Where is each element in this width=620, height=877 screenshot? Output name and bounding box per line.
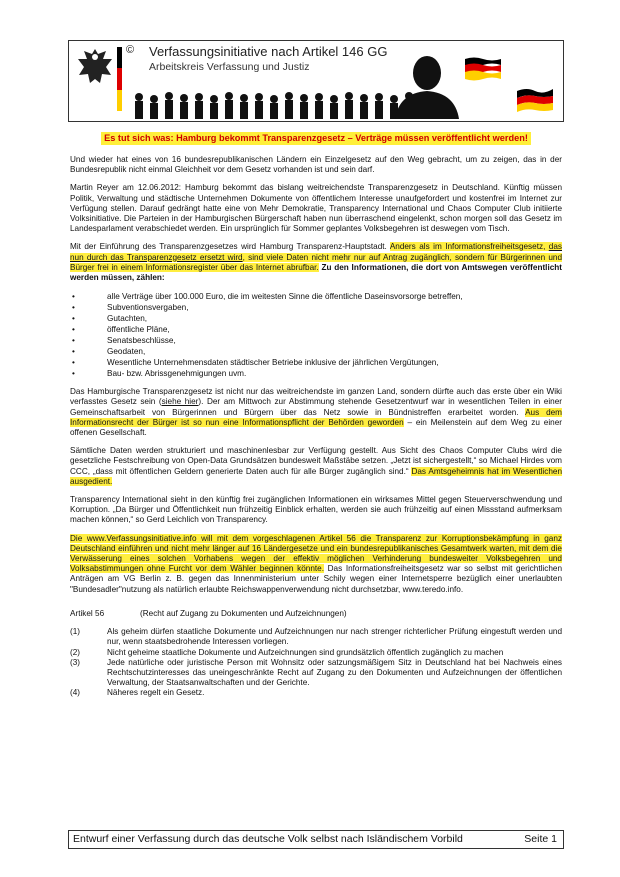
- article-title: (Recht auf Zugang zu Dokumenten und Aufzeichnungen): [140, 608, 347, 618]
- page-number: Seite 1: [524, 833, 557, 845]
- list-item: • öffentliche Pläne,: [70, 324, 562, 335]
- german-flag-icon: [464, 57, 502, 81]
- transparency-capital-paragraph: Mit der Einführung des Transparenzgesetzes wird Hamburg Transparenz-Hauptstadt. Anders als im Informationsfreiheitsgesetz, das nun durch das Transparenzgesetz ersetzt wird, sind viele Daten nicht mehr nur auf Antrag zugänglich, sondern für Bürgerinnen und Bürger frei in einem Informationsregister über das Internet abrufbar. Zu den Informationen, die dort von Amtswegen veröffentlicht werden müssen, zählen:: [70, 242, 563, 283]
- reyer-paragraph: Martin Reyer am 12.06.2012: Hamburg bekommt das bislang weitreichendste Transparenzgesetz in Deutschland. Künftig müssen Politik, Verwaltung und städtische Unternehmen Dokumente von öffentlichem Interesse unaufgefordert und kostenfrei im Internet zur Verfügung stellen. Darauf gedrängt hatte eine von Mehr Demokratie, Transparency International und Chaos Computer Club initiierte Volksinitiative. Die Parteien in der Hamburgischen Bürgerschaft haben nun überraschend eingelenkt, schon morgen soll das Gesetz im Landesparlament verabschiedet werden. Ein ursprünglich für Sommer geplantes Volksbegehren ist deswegen vom Tisch.: [70, 183, 562, 234]
- list-item: • Wesentliche Unternehmensdaten städtischer Betriebe inklusive der jährlichen Vergütungen,: [70, 357, 562, 368]
- german-flag-stripe-icon: [117, 47, 122, 111]
- german-flag-waving-icon: [515, 87, 555, 113]
- list-item: • Senatsbeschlüsse,: [70, 335, 562, 346]
- eagle-emblem-icon: [75, 45, 115, 89]
- header-subtitle: Arbeitskreis Verfassung und Justiz: [149, 61, 310, 73]
- intro-paragraph: Und wieder hat eines von 16 bundesrepublikanischen Ländern ein Einzelgesetz auf den Weg gebracht, um zu zeigen, das in der Bundesrepublik nicht einmal Gleichheit vor dem Gesetz vorhanden ist und sein darf.: [70, 155, 562, 175]
- article-clauses: [70, 627, 562, 698]
- clause-item: (1) Als geheim dürfen staatliche Dokumente und Aufzeichnungen nur nach strenger richterlicher Prüfung eingestuft werden und nur, wenn staatsbedrohende Interessen vorliegen.: [70, 627, 562, 647]
- transparency-international-paragraph: Transparency International sieht in den künftig frei zugänglichen Informationen ein wirksames Mittel gegen Steuerverschwendung und Korruption. „Da Bürger und Öffentlichkeit nun frühzeitig Einblick erhalten, werden sie auch frühzeitig auf einen Missstand aufmerksam machen können,“ so Gerd Leichlich von Transparency.: [70, 495, 562, 525]
- siehe-hier-link[interactable]: siehe hier: [161, 397, 199, 407]
- wiki-law-paragraph: Das Hamburgische Transparenzgesetz ist nicht nur das weitreichendste im ganzen Land, sondern dürfte auch das erste über ein Wiki verfasstes Gesetz sein (siehe hier). Der am Mittwoch zur Abstimmung stehende Gesetzentwurf war in wesentlichen Teilen in einer Gemeinschaftsarbeit von Bürgerinnen und Bürgern über das Netz sowie in Bündnistreffen erarbeitet worden. Aus dem Informationsrecht der Bürger ist so nun eine Informationspflicht der Behörden geworden – ein Meilenstein auf dem Weg zu einer offenen Gesellschaft.: [70, 387, 563, 438]
- crowd-silhouette-icon: [129, 89, 429, 119]
- list-item: • alle Verträge über 100.000 Euro, die im weitesten Sinne die öffentliche Daseinsvorsorge betreffen,: [70, 291, 562, 302]
- headline: Es tut sich was: Hamburg bekommt Transparenzgesetz – Verträge müssen veröffentlicht werden!: [101, 132, 531, 145]
- footer-text: Entwurf einer Verfassung durch das deutsche Volk selbst nach Isländischem Vorbild: [73, 833, 463, 845]
- list-item: • Bau- bzw. Abrissgenehmigungen uvm.: [70, 368, 562, 379]
- list-item: • Subventionsvergaben,: [70, 302, 562, 313]
- page-header: [68, 40, 564, 122]
- document-body: [70, 132, 562, 699]
- header-title: Verfassungsinitiative nach Artikel 146 GG: [149, 44, 388, 59]
- clause-item: (2) Nicht geheime staatliche Dokumente und Aufzeichnungen sind grundsätzlich öffentlich zugänglich zu machen: [70, 647, 504, 657]
- initiative-paragraph: Die www.Verfassungsinitiative.info will mit dem vorgeschlagenen Artikel 56 die Transparenz zur Korruptionsbekämpfung in ganz Deutschland einführen und nicht mehr länger auf 16 Ländergesetze und ein bundesrepublikanisches Gesamtwerk warten, mit dem die Verwässerung eines solchen Vorhabens wegen der effektiv möglichen Verhinderung bundesweiter Volksbegehren und Volksabstimmungen ohne Furcht vor dem Wähler beginnen könnte. Das Informationsfreiheitsgesetz war so selbst mit gerichtlichen Anträgen am VG Berlin z. B. gegen das Innenministerium unter Schily wegen einer Internetsperre bezüglich einer unerlaubten "Bundesadler"nutzung als natürlich erlaubte Reichswappenverwendung nicht durchsetzbar, www.teredo.info.: [70, 533, 562, 594]
- list-item: • Gutachten,: [70, 313, 562, 324]
- information-list: [70, 291, 562, 379]
- person-silhouette-icon: [387, 49, 467, 119]
- clause-item: (3) Jede natürliche oder juristische Person mit Wohnsitz oder satzungsmäßigem Sitz in Deutschland hat bei Nachweis eines Rechtschutzinteresses das uneingeschränkte Recht auf Zugang zu den Dokumenten und Aufzeichnungen der öffentlichen Verwaltung, der Staatsanwaltschaften und der Gerichte.: [70, 657, 562, 688]
- open-data-paragraph: Sämtliche Daten werden strukturiert und maschinenlesbar zur Verfügung gestellt. Aus Sicht des Chaos Computer Clubs wird die gesetzliche Festschreibung von Open-Data Grundsätzen bundesweit Maßstäbe setzen. „Jetzt ist sichergestellt,“ so Michael Hirdes vom CCC, „dass mit öffentlichen Geldern generierte Daten auch für alle Bürger zugänglich sind.“ Das Amtsgeheimnis hat im Wesentlichen ausgedient.: [70, 446, 562, 486]
- article-heading: [70, 609, 562, 619]
- list-item: • Geodaten,: [70, 346, 562, 357]
- page-footer: [68, 830, 564, 849]
- copyright-symbol: ©: [126, 44, 135, 56]
- clause-item: (4) Näheres regelt ein Gesetz.: [70, 688, 205, 698]
- article-number: Artikel 56: [70, 608, 105, 618]
